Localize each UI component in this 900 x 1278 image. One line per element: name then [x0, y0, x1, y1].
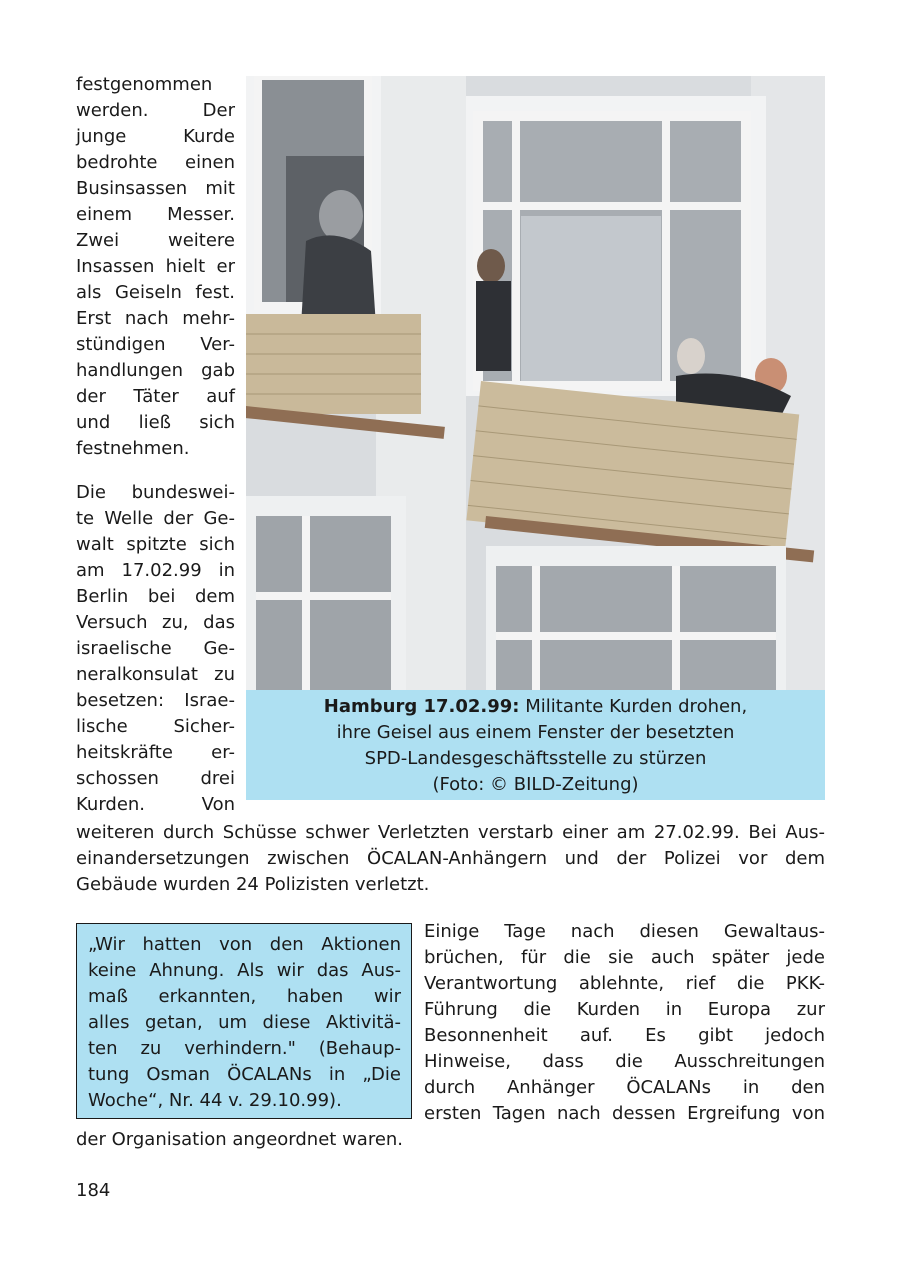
text-line: Die bundeswei- [76, 482, 235, 503]
text-line: und ließ sich [76, 412, 235, 433]
text-line: Gebäude wurden 24 Polizisten verletzt. [76, 874, 430, 895]
news-photo [246, 76, 825, 692]
left-column [76, 72, 235, 818]
text-line: junge Kurde [76, 126, 235, 147]
quote-line: „Wir hatten von den Aktionen [88, 934, 401, 955]
text-line: ersten Tagen nach dessen Ergreifung von [424, 1103, 825, 1124]
text-line: Businsassen mit [76, 178, 235, 199]
text-line: stündigen Ver- [76, 334, 235, 355]
text-line: Versuch zu, das [76, 612, 235, 633]
quote-line: alles getan, um diese Aktivitä- [88, 1012, 401, 1033]
text-line: als Geiseln fest. [76, 282, 235, 303]
caption-line-2: ihre Geisel aus einem Fenster der besetzten [336, 722, 735, 743]
text-line: der Täter auf [76, 386, 235, 407]
text-line: walt spitzte sich [76, 534, 235, 555]
building-facade-illustration [246, 76, 825, 692]
caption-bold: Hamburg 17.02.99: [323, 696, 520, 717]
text-line: Verantwortung ablehnte, rief die PKK- [424, 973, 825, 994]
left-paragraph-2 [76, 480, 235, 818]
quote-box [76, 923, 412, 1119]
caption-line-3: SPD-Landesgeschäftsstelle zu stürzen [364, 748, 707, 769]
text-line: weiteren durch Schüsse schwer Verletzten verstarb einer am 27.02.99. Bei Aus- [76, 822, 825, 843]
caption-text: Militante Kurden drohen, [519, 696, 748, 717]
page-number: 184 [76, 1180, 111, 1201]
text-line: lische Sicher- [76, 716, 235, 737]
text-line: einem Messer. [76, 204, 235, 225]
text-line: heitskräfte er- [76, 742, 235, 763]
text-line: brüchen, für die sie auch später jede [424, 947, 825, 968]
text-line: Kurden. Von [76, 794, 235, 815]
text-line: neralkonsulat zu [76, 664, 235, 685]
text-line: festgenommen [76, 74, 213, 95]
left-paragraph-1 [76, 72, 235, 462]
quote-line: maß erkannten, haben wir [88, 986, 401, 1007]
text-line: Insassen hielt er [76, 256, 235, 277]
quote-line: ten zu verhindern." (Behaup- [88, 1038, 401, 1059]
text-line: te Welle der Ge- [76, 508, 235, 529]
text-line: Führung die Kurden in Europa zur [424, 999, 825, 1020]
text-line: besetzen: Israe- [76, 690, 235, 711]
text-line: Berlin bei dem [76, 586, 235, 607]
text-line: durch Anhänger ÖCALANs in den [424, 1077, 825, 1098]
text-line: bedrohte einen [76, 152, 235, 173]
text-line: Erst nach mehr- [76, 308, 235, 329]
text-line: werden. Der [76, 100, 235, 121]
text-line: israelische Ge- [76, 638, 235, 659]
text-line: handlungen gab [76, 360, 235, 381]
right-column [424, 919, 825, 1127]
text-line: Einige Tage nach diesen Gewaltaus- [424, 921, 825, 942]
quote-line: keine Ahnung. Als wir das Aus- [88, 960, 401, 981]
body-paragraph-continuation [76, 820, 825, 898]
text-line: am 17.02.99 in [76, 560, 235, 581]
text-line: Besonnenheit auf. Es gibt jedoch [424, 1025, 825, 1046]
text-line: Hinweise, dass die Ausschreitungen [424, 1051, 825, 1072]
caption-line-4: (Foto: © BILD-Zeitung) [432, 774, 639, 795]
photo-caption [246, 690, 825, 800]
text-line: Zwei weitere [76, 230, 235, 251]
body-paragraph-end: der Organisation angeordnet waren. [76, 1129, 404, 1150]
text-line: schossen drei [76, 768, 235, 789]
text-line: einandersetzungen zwischen ÖCALAN-Anhängern und der Polizei vor dem [76, 848, 825, 869]
quote-line: tung Osman ÖCALANs in „Die [88, 1064, 401, 1085]
quote-line: Woche“, Nr. 44 v. 29.10.99). [88, 1090, 342, 1111]
text-line: festnehmen. [76, 438, 190, 459]
caption-line-1 [246, 694, 825, 720]
